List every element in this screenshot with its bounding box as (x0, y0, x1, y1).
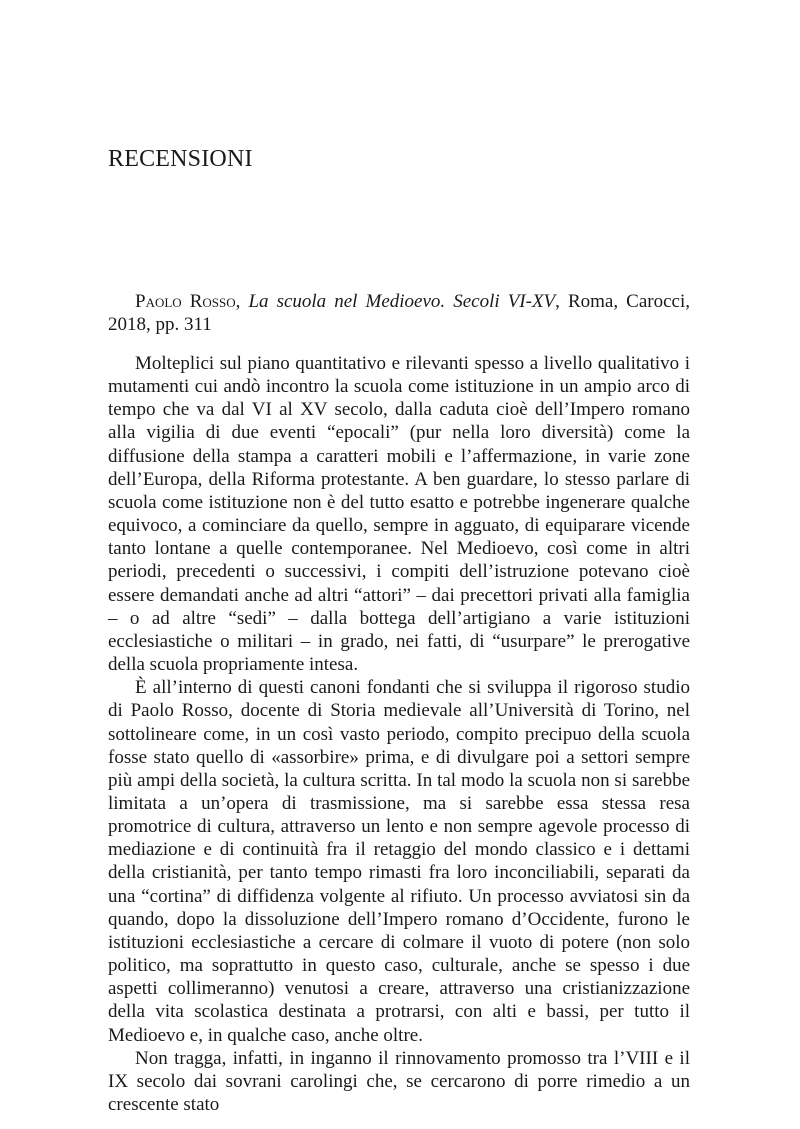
review-citation (108, 290, 690, 336)
publication-details: , Roma, Carocci, 2018, pp. 311 (108, 291, 690, 336)
review-paragraph-1: Molteplici sul piano quantitativo e rilevanti spesso a livello qualitativo i mutamenti cui andò incontro la scuola come istituzione in un ampio arco di tempo che va dal VI al XV secolo, dalla caduta cioè dell’Impero romano alla vigilia di due eventi “epocali” (pur nella loro diversità) come la diffusione della stampa a caratteri mobili e l’affermazione, in varie zone dell’Europa, della Riforma protestante. A ben guardare, lo stesso parlare di scuola come istituzione non è del tutto esatto e potrebbe ingenerare qualche equivoco, a cominciare da quello, sempre in agguato, di equiparare vicende tanto lontane a quelle contemporanee. Nel Medioevo, così come in altri periodi, precedenti o successivi, i compiti dell’istruzione potevano cioè essere demandati anche ad altri “attori” – dai precettori privati alla famiglia – o ad altre “sedi” – dalla bottega dell’artigiano a varie istituzioni ecclesiastiche o militari – in grado, nei fatti, di “usurpare” le prerogative della scuola propriamente intesa. (108, 353, 690, 676)
book-title: La scuola nel Medioevo. Secoli VI-XV (248, 291, 556, 312)
citation-separator: , (235, 291, 249, 312)
review-author: Paolo Rosso (135, 291, 236, 312)
review-paragraph-3: Non tragga, infatti, in inganno il rinnovamento promosso tra l’VIII e il IX secolo dai sovrani carolingi che, se cercarono di porre rimedio a un crescente stato (108, 1047, 690, 1115)
review-paragraph-2: È all’interno di questi canoni fondanti che si sviluppa il rigoroso studio di Paolo Rosso, docente di Storia medievale all’Università di Torino, nel sottolineare come, in un così vasto periodo, compito precipuo della scuola fosse stato quello di «assorbire» prima, e di divulgare poi a settori sempre più ampi della società, la cultura scritta. In tal modo la scuola non si sarebbe limitata a un’opera di trasmissione, ma si sarebbe essa stessa resa promotrice di cultura, attraverso un lento e non sempre agevole processo di mediazione e di continuità fra il retaggio del mondo classico e i dettami della cristianità, per tanto tempo rimasti fra loro inconciliabili, separati da una “cortina” di diffidenza volgente al rifiuto. Un processo avviatosi sin da quando, dopo la dissoluzione dell’Impero romano d’Occidente, furono le istituzioni ecclesiastiche a cercare di colmare il vuoto di potere (non solo politico, ma soprattutto in questo caso, culturale, anche se spesso i due aspetti collimeranno) venutosi a creare, attraverso una cristianizzazione della vita scolastica destinata a protrarsi, con alti e bassi, per tutto il Medioevo e, in qualche caso, anche oltre. (108, 677, 690, 1046)
section-title: RECENSIONI (108, 146, 253, 172)
review-body (108, 352, 690, 1116)
